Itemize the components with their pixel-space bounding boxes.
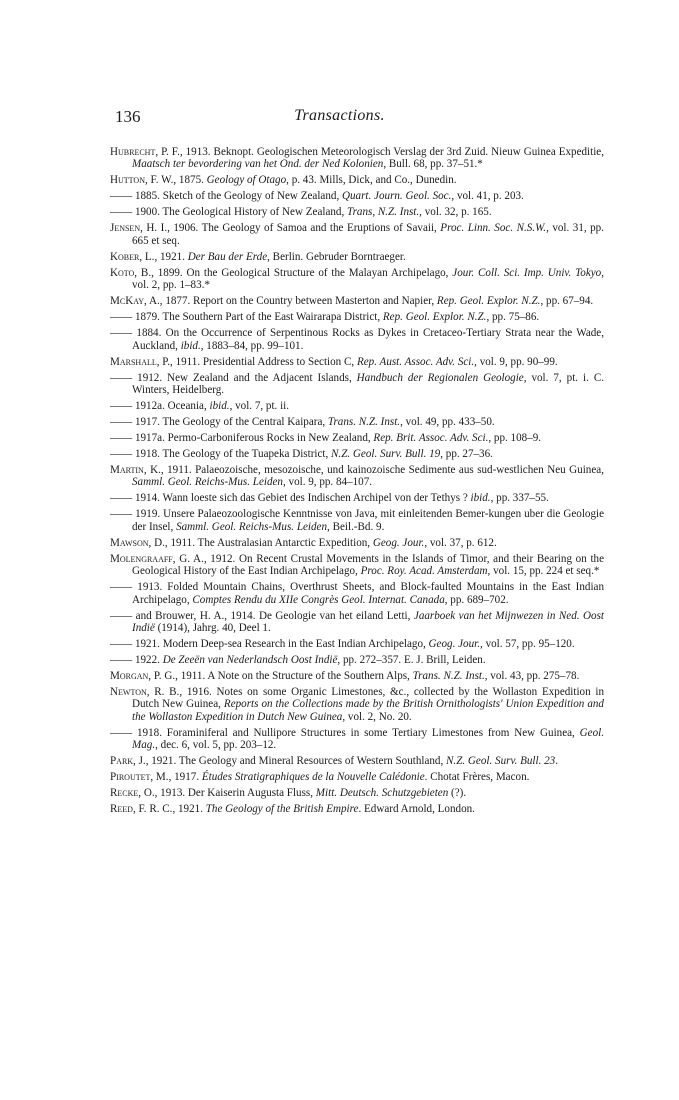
reference-entry	[110, 327, 604, 352]
reference-entry	[110, 508, 604, 533]
reference-text: , 1906. The Geology of Samoa and the Eruptions of Savaii,	[167, 222, 441, 235]
reference-source: Geog. Jour.	[372, 536, 425, 549]
reference-details: , pp. 75–86.	[486, 311, 540, 324]
reference-text: 1914. Wann loeste sich das Gebiet des Indischen Archipel von der Tethys ?	[132, 492, 471, 505]
reference-author: Mawson, D.	[110, 536, 165, 549]
reference-text: , 1877. Report on the Country between Masterton and Napier,	[159, 295, 437, 308]
reference-source: Maatsch ter bevordering van het Ond. der Ned Kolonien	[132, 158, 384, 171]
reference-details: , vol. 49, pp. 433–50.	[400, 416, 495, 429]
reference-author: McKay, A.	[110, 295, 160, 308]
reference-entry	[110, 400, 604, 412]
reference-details: , Beil.-Bd. 9.	[327, 520, 385, 533]
reference-source: ibid.	[209, 400, 230, 413]
reference-details: , 1883–84, pp. 99–101.	[200, 339, 304, 352]
reference-entry	[110, 190, 604, 202]
reference-entry	[110, 537, 604, 549]
reference-text: , 1899. On the Geological Structure of the Malayan Archipelago,	[151, 266, 453, 279]
reference-text: 1885. Sketch of the Geology of New Zealand,	[132, 190, 342, 203]
reference-author: ——	[110, 638, 133, 651]
reference-source: Proc. Linn. Soc. N.S.W.	[440, 222, 547, 235]
reference-details: , vol. 2, No. 20.	[342, 710, 412, 723]
reference-text: 1917. The Geology of the Central Kaipara,	[132, 416, 328, 429]
reference-text: 1912. New Zealand and the Adjacent Islands,	[132, 371, 357, 384]
reference-text: , 1911. Palaeozoische, mesozoische, und kainozoische Sedimente aus sud-westlichen Neu Guinea,	[160, 464, 604, 477]
reference-author: Newton, R. B.	[110, 686, 180, 699]
reference-entry	[110, 581, 604, 606]
reference-source: Trans, N.Z. Inst.	[347, 206, 420, 219]
reference-details: , vol. 32, p. 165.	[419, 206, 492, 219]
reference-details: , Bull. 68, pp. 37–51.*	[383, 158, 483, 171]
reference-author: ——	[110, 190, 133, 203]
reference-text: 1900. The Geological History of New Zealand,	[132, 206, 348, 219]
reference-source: N.Z. Geol. Surv. Bull. 19	[331, 448, 441, 461]
reference-source: Samml. Geol. Reichs-Mus. Leiden	[132, 476, 283, 489]
reference-entry	[110, 416, 604, 428]
reference-entry	[110, 492, 604, 504]
reference-source: The Geology of the British Empire	[205, 803, 359, 816]
reference-source: ibid.	[180, 339, 201, 352]
reference-source: Comptes Rendu du XIIe Congrès Geol. Internat. Canada	[192, 593, 445, 606]
reference-details: , vol. 2, pp. 1–83.*	[132, 266, 605, 292]
reference-author: ——	[110, 206, 133, 219]
reference-details: , vol. 9, pp. 84–107.	[282, 476, 373, 489]
reference-entry	[110, 787, 604, 799]
reference-author: Park, J.	[110, 755, 146, 768]
reference-entry	[110, 251, 604, 263]
reference-source: Samml. Geol. Reichs-Mus. Leiden	[176, 520, 328, 533]
reference-author: Marshall, P.	[110, 355, 171, 368]
reference-source: Der Bau der Erde	[187, 250, 268, 263]
reference-author: Hubrecht, P. F.	[110, 146, 180, 158]
reference-text: , 1913. Beknopt. Geologischen Meteorologisch Verslag der 3rd Zuid. Nieuw Guinea Expeditie,	[179, 146, 605, 158]
reference-details: , vol. 41, p. 203.	[451, 190, 524, 203]
reference-details: , vol. 15, pp. 224 et seq.*	[487, 565, 600, 578]
reference-author: Jensen, H. I.	[110, 222, 168, 235]
reference-source: Jaarboek van het Mijnwezen in Ned. Oost Indië	[132, 609, 604, 635]
reference-details: , pp. 27–36.	[440, 448, 493, 461]
reference-entry	[110, 222, 604, 247]
reference-author: ——	[110, 508, 133, 521]
reference-text: , 1913. Der Kaiserin Augusta Fluss,	[154, 787, 316, 800]
reference-text: 1912a. Oceania,	[132, 400, 210, 413]
reference-author: ——	[110, 371, 133, 384]
reference-entry	[110, 356, 604, 368]
reference-author: ——	[110, 581, 133, 594]
reference-text: , 1921. The Geology and Mineral Resources of Western Southland,	[145, 755, 447, 768]
reference-source: Geology of Otago	[206, 174, 287, 187]
reference-source: Handbuch der Regionalen Geologie	[356, 371, 524, 384]
reference-source: N.Z. Geol. Surv. Bull. 23	[446, 755, 556, 768]
reference-entry	[110, 464, 604, 489]
reference-details: , Berlin. Gebruder Borntraeger.	[267, 250, 406, 263]
reference-source: Proc. Roy. Acad. Amsterdam	[360, 565, 488, 578]
reference-author: ——	[110, 432, 133, 445]
reference-entry	[110, 174, 604, 186]
reference-details: . Chotat Frères, Macon.	[424, 771, 530, 784]
reference-source: Jour. Coll. Sci. Imp. Univ. Tokyo	[452, 266, 602, 279]
reference-text: 1917a. Permo-Carboniferous Rocks in New Zealand,	[132, 432, 374, 445]
reference-details: (?).	[448, 787, 467, 800]
reference-author: Hutton, F. W.	[110, 174, 174, 187]
reference-entry	[110, 146, 604, 171]
reference-details: , dec. 6, vol. 5, pp. 203–12.	[155, 739, 277, 752]
reference-text: , 1921.	[172, 803, 206, 816]
reference-entry	[110, 727, 604, 752]
reference-entry	[110, 803, 604, 815]
reference-source: Études Stratigraphiques de la Nouvelle Calédonie	[201, 771, 425, 784]
reference-source: Geol. Mag.	[132, 726, 604, 752]
reference-text: , 1911. The Australasian Antarctic Expedition,	[164, 536, 373, 549]
reference-details: , vol. 7, pt. i. C. Winters, Heidelberg.	[132, 371, 604, 397]
reference-entry	[110, 670, 604, 682]
reference-text: 1884. On the Occurrence of Serpentinous Rocks as Dykes in Cretaceo-Tertiary Strata near the Wade, Auckland,	[132, 327, 604, 352]
reference-text: 1918. Foraminiferal and Nullipore Structures in some Tertiary Limestones from New Guinea,	[132, 726, 580, 739]
reference-author: Kober, L.	[110, 250, 155, 263]
reference-author: ——	[110, 327, 133, 340]
reference-entry	[110, 311, 604, 323]
reference-details: , vol. 57, pp. 95–120.	[480, 638, 575, 651]
reference-author: ——	[110, 400, 133, 413]
reference-author: Molengraaff, G. A.	[110, 552, 204, 565]
reference-list	[110, 146, 604, 819]
reference-details: .	[555, 755, 558, 768]
reference-details: (1914), Jahrg. 40, Deel 1.	[154, 622, 271, 635]
reference-author: Morgan, P. G.	[110, 670, 176, 683]
reference-author: Piroutet, M.	[110, 771, 169, 784]
reference-details: , pp. 67–94.	[540, 295, 594, 308]
reference-author: Martin, K.	[110, 464, 161, 477]
reference-entry	[110, 448, 604, 460]
reference-entry	[110, 295, 604, 307]
reference-source: Reports on the Collections made by the British Ornithologists' Union Expedition and the Wollaston Expedition in Dutch New Guinea	[132, 698, 604, 723]
reference-details: , vol. 9, pp. 90–99.	[474, 355, 558, 368]
reference-source: Rep. Geol. Explor. N.Z.	[436, 295, 541, 308]
reference-author: ——	[110, 726, 133, 739]
reference-entry	[110, 432, 604, 444]
reference-author: ——	[110, 609, 133, 622]
reference-entry	[110, 686, 604, 723]
reference-details: , pp. 108–9.	[488, 432, 542, 445]
reference-details: , pp. 337–55.	[490, 492, 549, 505]
reference-source: Geog. Jour.	[428, 638, 481, 651]
reference-source: Rep. Brit. Assoc. Adv. Sci.	[373, 432, 489, 445]
reference-text: , 1875.	[173, 174, 207, 187]
reference-author: ——	[110, 492, 133, 505]
reference-author: Recke, O.	[110, 787, 155, 800]
reference-source: Quart. Journ. Geol. Soc.	[342, 190, 452, 203]
reference-source: Trans. N.Z. Inst.	[412, 670, 485, 683]
reference-details: , vol. 37, p. 612.	[424, 536, 497, 549]
reference-text: 1919. Unsere Palaeozoologische Kenntnisse von Java, mit einleitenden Bemer-kungen uber die Geologie der Insel,	[132, 508, 604, 533]
reference-source: ibid.	[470, 492, 491, 505]
reference-details: , p. 43. Mills, Dick, and Co., Dunedin.	[286, 174, 457, 187]
reference-text: 1879. The Southern Part of the East Wairarapa District,	[132, 311, 383, 324]
reference-author: ——	[110, 311, 133, 324]
reference-entry	[110, 372, 604, 397]
reference-text: 1922.	[132, 654, 163, 667]
reference-details: . Edward Arnold, London.	[358, 803, 475, 816]
reference-details: , pp. 689–702.	[444, 593, 509, 606]
reference-text: 1921. Modern Deep-sea Research in the East Indian Archipelago,	[132, 638, 429, 651]
reference-text: 1918. The Geology of the Tuapeka District,	[132, 448, 332, 461]
reference-text: , 1916. Notes on some Organic Limestones, &c., collected by the Wollaston Expedition in Dutch New Guinea,	[132, 686, 604, 711]
reference-details: , pp. 272–357. E. J. Brill, Leiden.	[337, 654, 486, 667]
reference-text: and Brouwer, H. A., 1914. De Geologie van het eiland Letti,	[132, 609, 414, 622]
reference-entry	[110, 206, 604, 218]
reference-entry	[110, 771, 604, 783]
reference-text: , 1917.	[168, 771, 202, 784]
reference-details: , vol. 31, pp. 665 et seq.	[132, 222, 604, 247]
reference-entry	[110, 553, 604, 578]
reference-text: , 1911. Presidential Address to Section C,	[170, 355, 357, 368]
reference-details: , vol. 7, pt. ii.	[229, 400, 290, 413]
page-number: 136	[115, 107, 141, 126]
reference-text: , 1911. A Note on the Structure of the Southern Alps,	[175, 670, 413, 683]
reference-author: ——	[110, 416, 133, 429]
reference-author: Reed, F. R. C.	[110, 803, 173, 816]
reference-source: Trans. N.Z. Inst.	[327, 416, 401, 429]
reference-text: , 1921.	[154, 250, 188, 263]
running-title: Transactions.	[294, 107, 385, 124]
reference-text: , 1912. On Recent Crustal Movements in the Islands of Timor, and their Bearing on the Geological History of the East Indian Archipelago,	[132, 552, 604, 578]
reference-source: Mitt. Deutsch. Schutzgebieten	[315, 787, 449, 800]
reference-entry	[110, 610, 604, 635]
reference-entry	[110, 267, 604, 292]
reference-source: De Zeeën van Nederlandsch Oost Indië	[162, 654, 338, 667]
reference-source: Rep. Geol. Explor. N.Z.	[382, 311, 487, 324]
reference-entry	[110, 638, 604, 650]
reference-details: , vol. 43, pp. 275–78.	[484, 670, 580, 683]
reference-author: Koto, B.	[110, 266, 152, 279]
reference-entry	[110, 654, 604, 666]
reference-author: ——	[110, 654, 133, 667]
reference-entry	[110, 755, 604, 767]
reference-author: ——	[110, 448, 133, 461]
reference-source: Rep. Aust. Assoc. Adv. Sci.	[356, 355, 475, 368]
reference-text: 1913. Folded Mountain Chains, Overthrust Sheets, and Block-faulted Mountains in the East Indian Archipelago,	[132, 581, 604, 606]
